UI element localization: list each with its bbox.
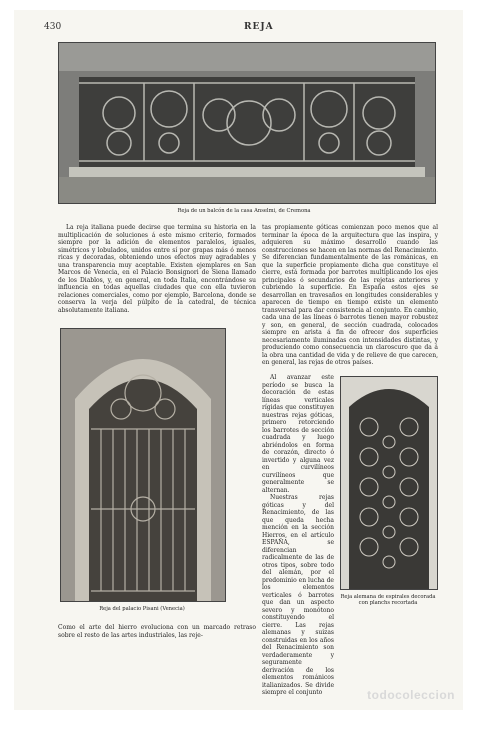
left-column-text: [58, 224, 256, 322]
door-illustration: [61, 329, 225, 601]
panel-photo: [340, 376, 438, 590]
balcony-caption: Reja de un balcón de la casa Anselmi, de Cremona: [177, 208, 311, 214]
left-bottom-paragraph: Como el arte del hierro evoluciona con un marcado retraso sobre el resto de las artes industriales, las reje-: [58, 624, 256, 639]
balcony-photo: [58, 42, 436, 204]
panel-illustration: [341, 377, 437, 589]
right-paragraph-3: Nuestras rejas góticas y del Renacimiento, de las que queda hecha mención en la sección Hierros, en el artículo ESPAÑA, se diferencian radicalmente de las de otros tipos, sobre todo del alemán, por el predominio en lucha de los elementos verticales ó barrotes que dan un aspecto severo y monótono constituyendo el cierre. Las rejas alemanas y suizas construidas en los años del Renacimiento son verdaderamente y seguramente derivación de los elementos románicos italianizados. Se divide siempre el conjunto: [262, 494, 334, 696]
right-paragraph-1: tas propiamente góticas comienzan poco menos que al terminar la época de la arquitectura que las inspira, y adquieren su máximo desarrollo cuando las construcciones se hacen en las normas del Renacimiento. Se diferencian fundamentalmente de las románicas, en que la superficie propiamente dicha que constituye el cierre, está formada por barrotes multiplicando los ejes principales ó secundarios de las rejetas anteriores y cubriendo la superficie. En España estos ejes se desarrollan en travesaños en longitudes considerables y aparecen de tiempo en tiempo existe un elemento transversal para dar consistencia al conjunto. En cambio, cada una de las líneas ó barrotes tienen mayor robustez y son, en general, de sección cuadrada, colocados siempre en arista á fin de ofrecer dos superficies necesariamente iluminadas con intensidades distintas, y produciendo como consecuencia un claroscuro que da á la obra una cantidad de vida y de relieve de que carecen, en general, las rejas de otros países.: [262, 224, 438, 366]
left-paragraph: La reja italiana puede decirse que termina su historia en la multiplicación de soluciones á este mismo criterio, formados siempre por la adición de elementos paralelos, iguales, simétricos y lobulados, unidos entre sí por grapas más ó menos ricas y decoradas, obteniendo unos efectos muy agradables y una transparencia muy aceptable. Existen ejemplares en San Marcos de Venecia, en el Palacio Bonsignori de Siena llamado de los Diablos, y, en general, en toda Italia, encontrándose su influencia en todas aquellas ciudades que con ella tuvieron relaciones comerciales, como por ejemplo, Barcelona, donde se conserva la verja del púlpito de la catedral, de técnica absolutamente italiana.: [58, 224, 256, 314]
balcony-illustration: [59, 43, 435, 203]
door-photo: [60, 328, 226, 602]
right-paragraph-2: Al avanzar este período se busca la decoración de estas líneas verticales rígidas que constituyen nuestras rejas góticas, primero retorciendo los barrotes de sección cuadrada y luego abriéndolos en forma de corazón, directo ó invertido y alguna vez en curvilíneos curvilíneos que generalmente se alternan.: [262, 374, 334, 494]
right-column-text: [262, 224, 438, 372]
document-page: [14, 10, 463, 710]
page-number: 430: [44, 22, 62, 32]
left-bottom-text: [58, 624, 256, 670]
watermark: todocoleccion: [367, 688, 455, 702]
page-title: REJA: [244, 22, 274, 32]
panel-caption: Reja alemana de espirales decorada con planchs recortada: [340, 594, 436, 607]
door-caption: Reja del palacio Pisani (Venecia): [99, 606, 185, 612]
right-narrow-text: [262, 374, 334, 696]
